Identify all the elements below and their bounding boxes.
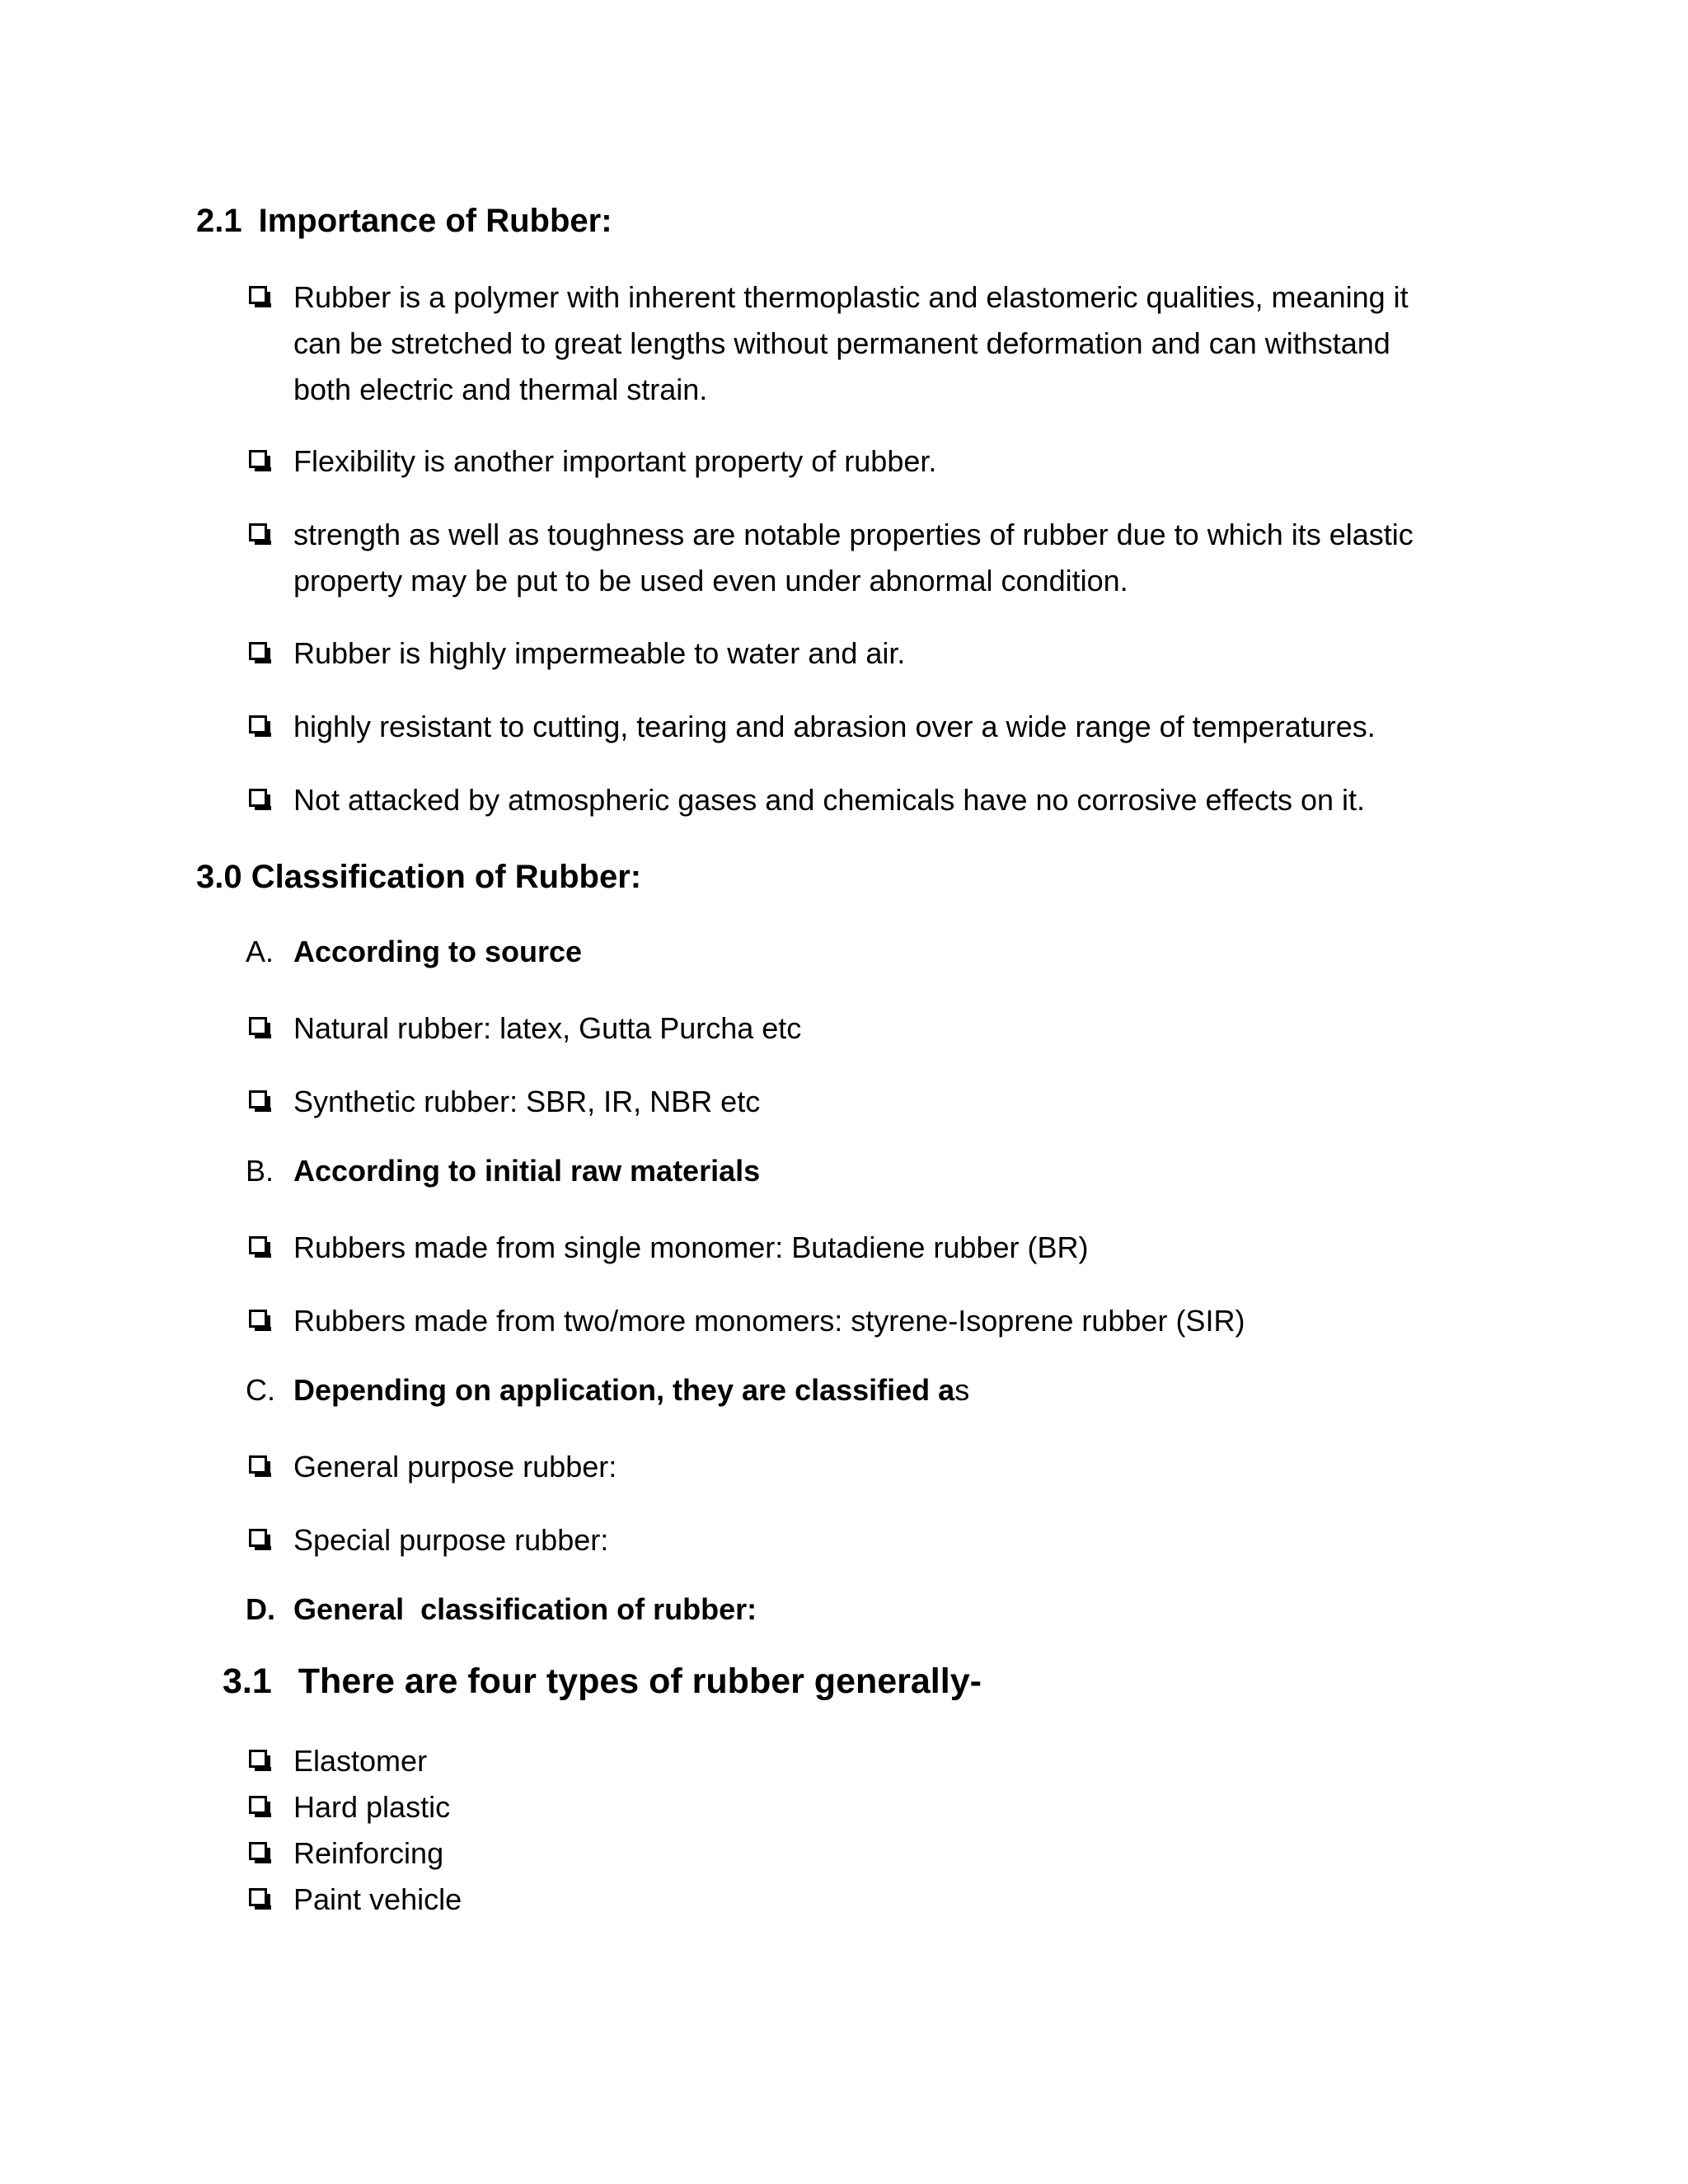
list-item-line: Hard plastic (293, 1790, 451, 1824)
list-item-line: Special purpose rubber: (293, 1523, 609, 1557)
group-heading (293, 1151, 760, 1191)
list-item-line: General purpose rubber: (293, 1450, 617, 1483)
group-heading (293, 1371, 969, 1410)
list-item-line: strength as well as toughness are notable properties of rubber due to which its elastic (293, 518, 1414, 551)
list-item-line: Reinforcing (293, 1836, 444, 1870)
list-item-line: Paint vehicle (293, 1882, 462, 1916)
list-item-line: Not attacked by atmospheric gases and chemicals have no corrosive effects on it. (293, 783, 1366, 817)
list-item-line: Rubbers made from single monomer: Butadiene rubber (BR) (293, 1230, 1089, 1264)
group-heading-tail: s (954, 1373, 970, 1407)
checkbox-bullet-icon (249, 1750, 267, 1768)
checkbox-bullet-icon (249, 789, 267, 807)
list-item-line: Rubber is highly impermeable to water and air. (293, 636, 906, 670)
section-number: 3.1 (223, 1661, 272, 1701)
checkbox-bullet-icon (249, 450, 267, 468)
list-item-line: both electric and thermal strain. (293, 373, 708, 406)
checkbox-bullet-icon (249, 1455, 267, 1474)
list-item-line: can be stretched to great lengths without permanent deformation and can withstand (293, 326, 1390, 360)
group-letter: D. (246, 1592, 275, 1626)
list-item-line: Flexibility is another important property of rubber. (293, 444, 937, 478)
group-heading-text: According to source (293, 935, 583, 968)
group-letter: A. (246, 935, 274, 968)
section-heading-3-0: 3.0 Classification of Rubber: (196, 859, 642, 895)
section-title: There are four types of rubber generally- (298, 1661, 982, 1701)
checkbox-bullet-icon (249, 1090, 267, 1108)
section-number: 2.1 (196, 203, 242, 239)
list-item-line: property may be put to be used even under abnormal condition. (293, 564, 1128, 598)
checkbox-bullet-icon (249, 1310, 267, 1328)
checkbox-bullet-icon (249, 1236, 267, 1254)
checkbox-bullet-icon (249, 1796, 267, 1814)
list-item-line: Rubber is a polymer with inherent thermoplastic and elastomeric qualities, meaning it (293, 280, 1409, 314)
section-heading-3-1 (223, 1661, 982, 1701)
checkbox-bullet-icon (249, 286, 267, 304)
group-letter: B. (246, 1154, 274, 1188)
checkbox-bullet-icon (249, 715, 267, 733)
list-item-line: Rubbers made from two/more monomers: styrene-Isoprene rubber (SIR) (293, 1304, 1245, 1338)
group-heading-text: General classification of rubber: (293, 1592, 757, 1626)
section-title: Importance of Rubber: (258, 203, 612, 239)
checkbox-bullet-icon (249, 1017, 267, 1035)
list-item-line: highly resistant to cutting, tearing and abrasion over a wide range of temperatures. (293, 710, 1376, 743)
group-heading-text: According to initial raw materials (293, 1154, 761, 1188)
section-heading-2-1 (196, 201, 612, 241)
group-heading (293, 1590, 757, 1629)
checkbox-bullet-icon (249, 1842, 267, 1860)
group-heading (293, 932, 582, 972)
group-heading-text: Depending on application, they are classified a (293, 1373, 955, 1407)
group-letter: C. (246, 1373, 275, 1407)
list-item-line: Synthetic rubber: SBR, IR, NBR etc (293, 1085, 761, 1118)
list-item-line: Elastomer (293, 1744, 428, 1778)
checkbox-bullet-icon (249, 642, 267, 660)
checkbox-bullet-icon (249, 1888, 267, 1906)
checkbox-bullet-icon (249, 523, 267, 541)
checkbox-bullet-icon (249, 1529, 267, 1547)
list-item-line: Natural rubber: latex, Gutta Purcha etc (293, 1011, 802, 1045)
